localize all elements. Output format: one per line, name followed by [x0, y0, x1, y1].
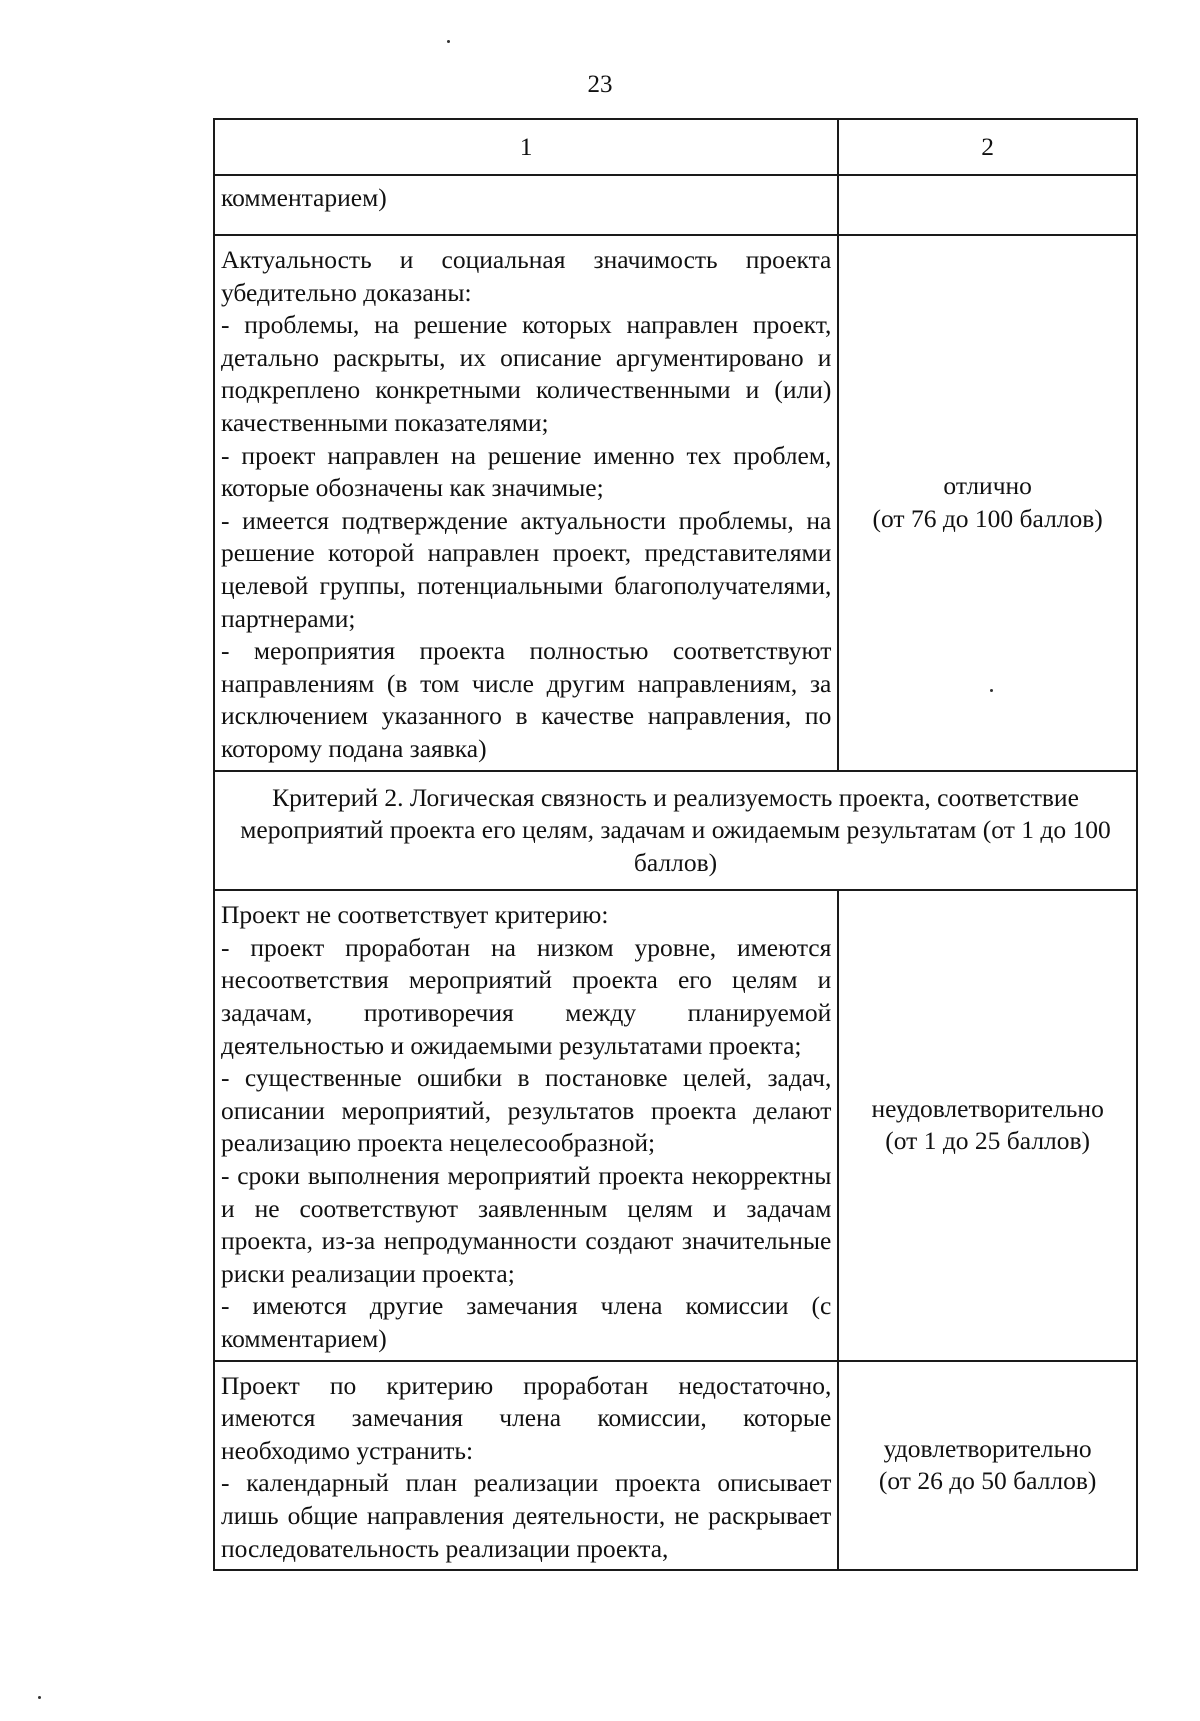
rating-text: удовлетворительно (от 26 до 50 баллов) — [878, 1433, 1097, 1496]
table-row — [214, 1361, 1137, 1571]
table-row — [214, 235, 1137, 771]
description-cell — [214, 1361, 838, 1571]
table-header-row — [214, 119, 1137, 175]
description-text: Проект не соответствует критерию: - проект проработан на низком уровне, имеются несоответствия мероприятий проекта его целям и задачам, противоречия между планируемой деятельностью и ожидаемыми результатами проекта; - существенные ошибки в постановке целей, задач, описании мероприятий, результатов проекта делают реализацию проекта нецелесообразной; - сроки выполнения мероприятий проекта некорректны и не соответствуют заявленным целям и задачам проекта, из-за непродуманности создают значительные риски реализации проекта; - имеются другие замечания члена комиссии (с комментарием) — [221, 900, 832, 1353]
rating-cell — [838, 235, 1137, 771]
criterion-row — [214, 771, 1137, 891]
description-cell — [214, 175, 838, 235]
rating-cell — [838, 1361, 1137, 1571]
scan-speck — [38, 1696, 41, 1699]
scan-speck — [990, 689, 993, 692]
criterion-heading: Критерий 2. Логическая связность и реализуемость проекта, соответствие мероприятий проекта его целям, задачам и ожидаемым результатам (от 1 до 100 баллов) — [214, 771, 1137, 891]
description-text: Актуальность и социальная значимость проекта убедительно доказаны: - проблемы, на решение которых направлен проект, детально раскрыты, их описание аргументировано и подкреплено конкретными количественными и (или) качественными показателями; - проект направлен на решение именно тех проблем, которые обозначены как значимые; - имеется подтверждение актуальности проблемы, на решение которой направлен проект, представителями целевой группы, потенциальными благополучателями, партнерами; - мероприятия проекта полностью соответствуют направлениям (в том числе другим направлениям, за исключением указанного в качестве направления, по которому подана заявка) — [221, 245, 832, 763]
rating-cell — [838, 890, 1137, 1360]
rating-text: неудовлетворительно (от 1 до 25 баллов) — [871, 1093, 1104, 1156]
table-row — [214, 175, 1137, 235]
criteria-table — [213, 118, 1138, 1571]
description-text: комментарием) — [221, 183, 387, 212]
page-number: 23 — [587, 71, 613, 98]
description-cell — [214, 890, 838, 1360]
rating-text: отлично (от 76 до 100 баллов) — [872, 471, 1103, 533]
description-cell — [214, 235, 838, 771]
column-header-1: 1 — [214, 119, 838, 175]
description-text: Проект по критерию проработан недостаточно, имеются замечания члена комиссии, которые необходимо устранить: - календарный план реализации проекта описывает лишь общие направления деятельности, не раскрывает последовательность реализации проекта, — [221, 1370, 832, 1563]
column-header-2: 2 — [838, 119, 1137, 175]
table-row — [214, 890, 1137, 1360]
rating-cell — [838, 175, 1137, 235]
scan-speck — [447, 40, 450, 43]
